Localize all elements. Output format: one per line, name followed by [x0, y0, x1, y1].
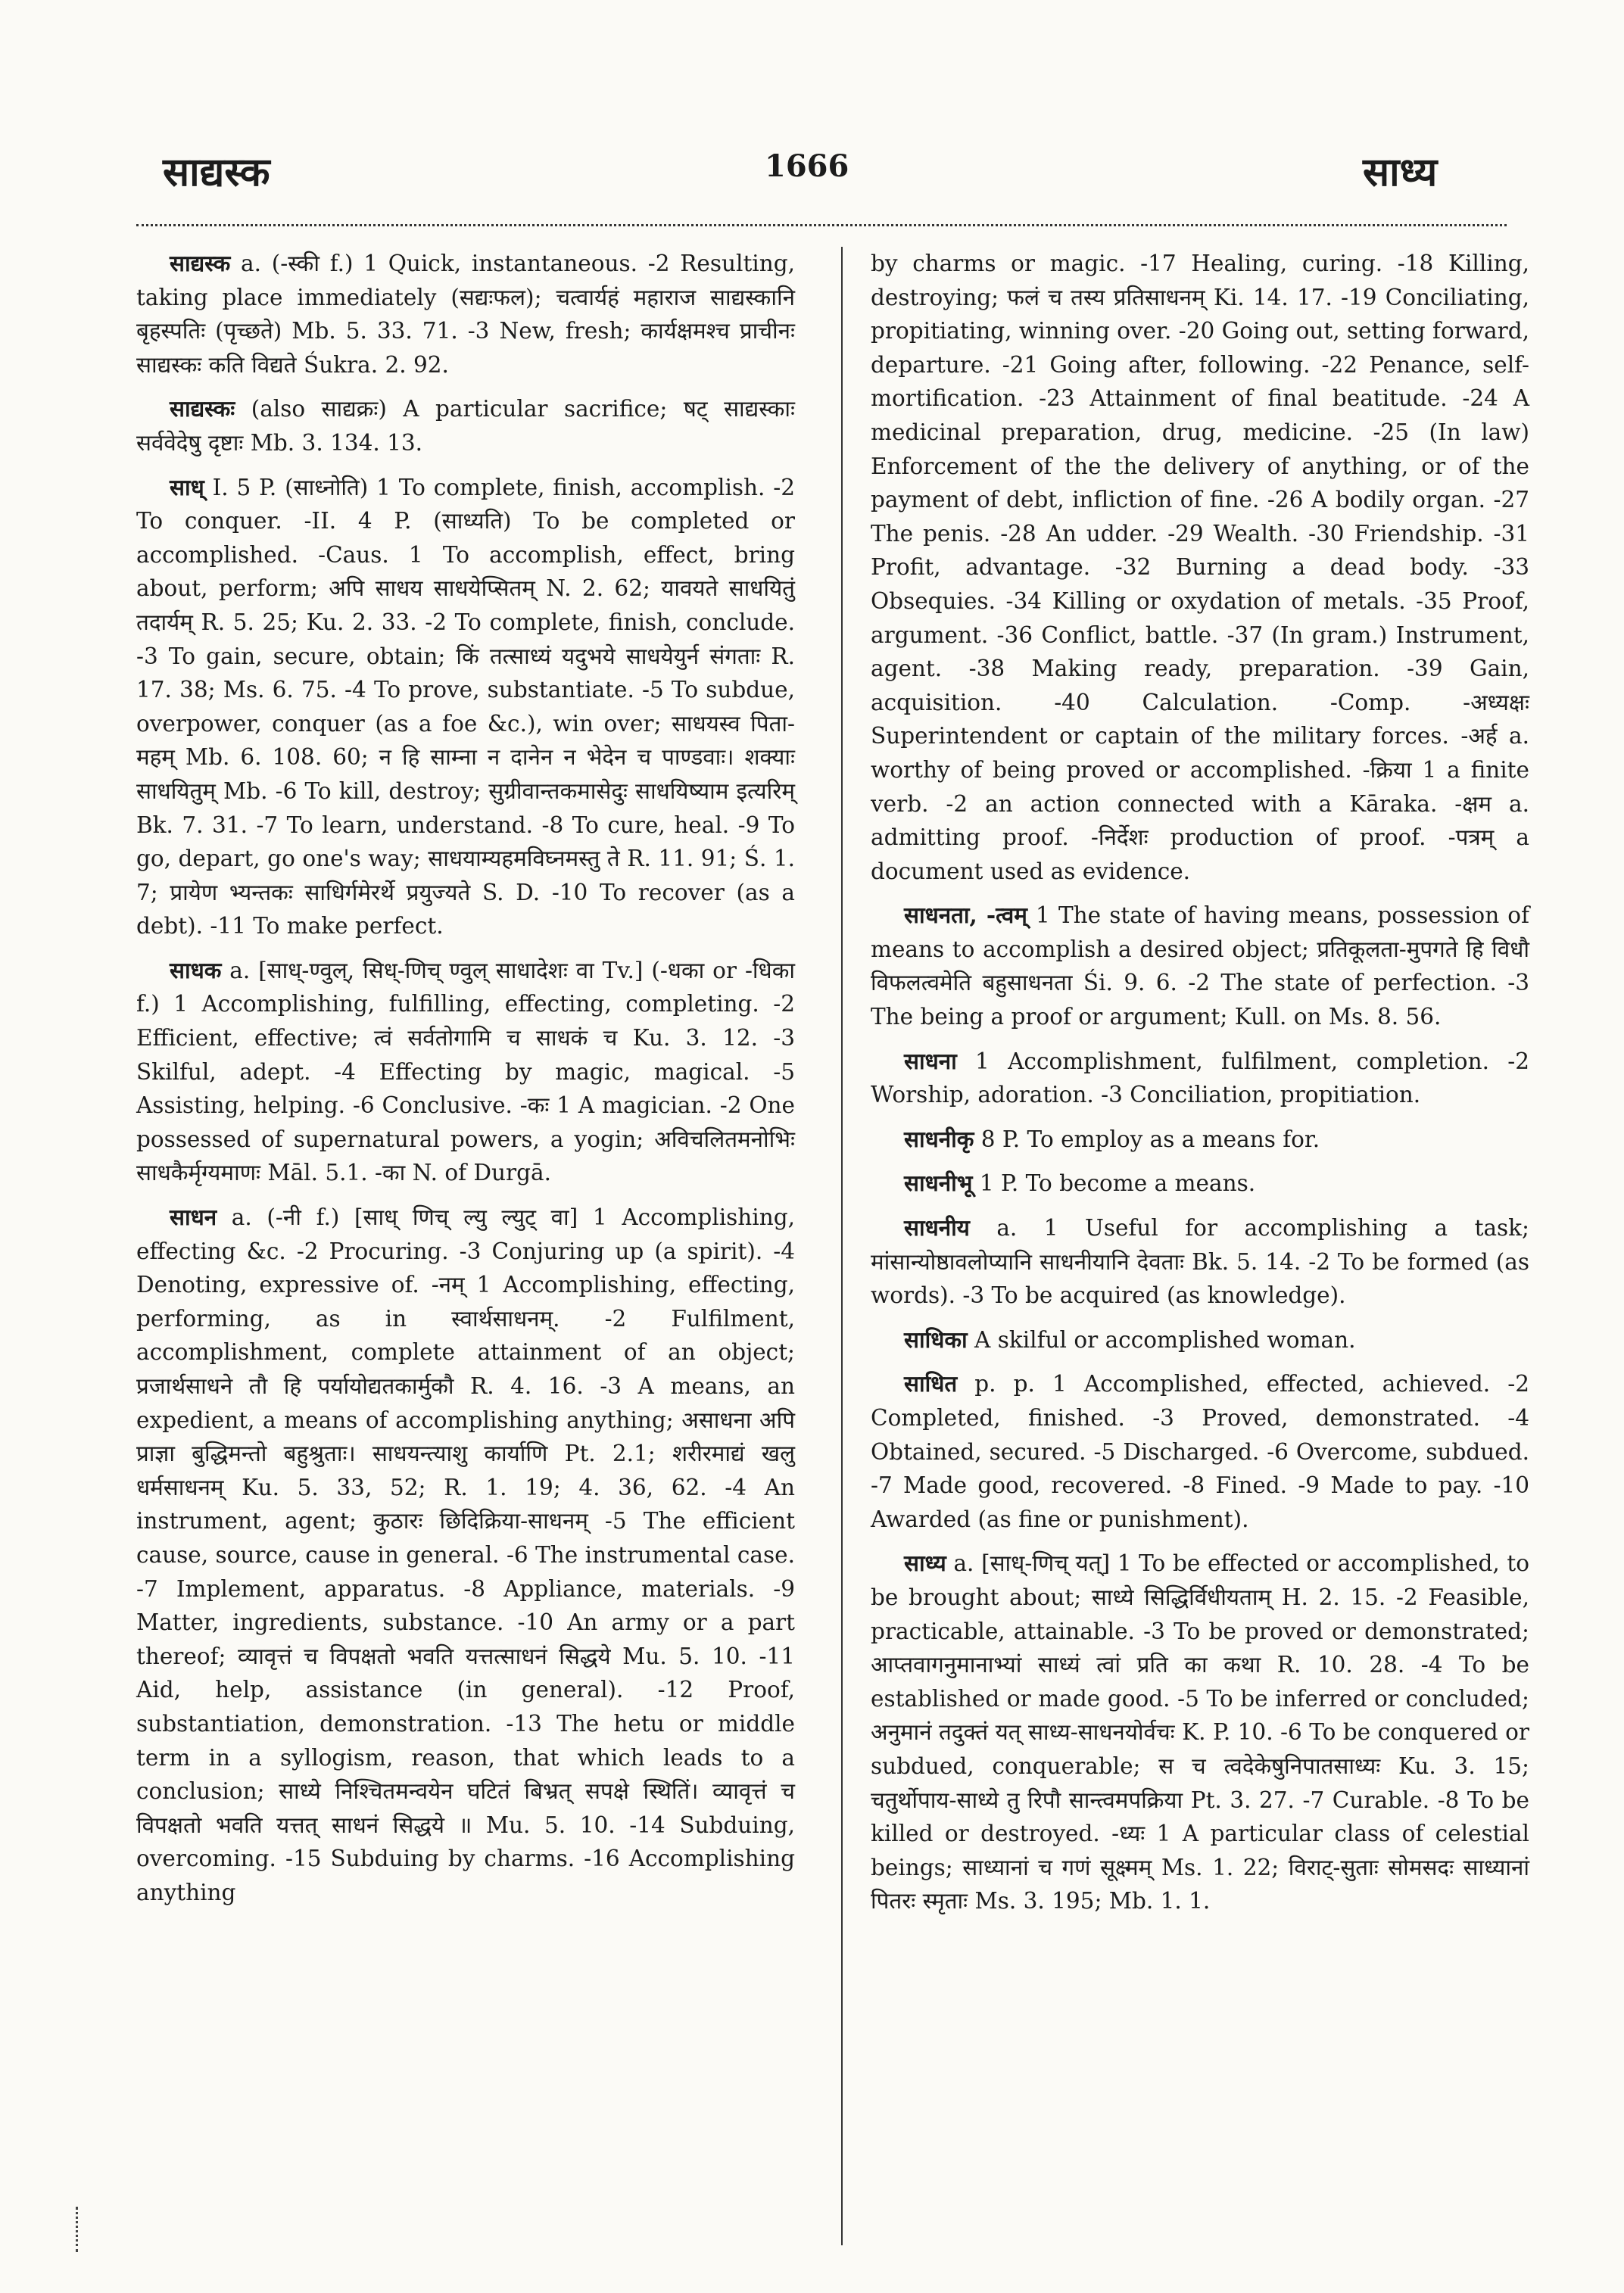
left-guide-word: साद्यस्क: [163, 149, 270, 195]
dictionary-entry: [871, 1045, 1529, 1112]
dictionary-entry: [871, 1211, 1529, 1313]
entry-body: p. p. 1 Accomplished, effected, achieved. -2 Completed, finished. -3 Proved, demonstrated. -4 Obtained, secured. -5 Discharged. -6 Overcome, subdued. -7 Made good, recovered. -8 Fined. -9 Made to pay. -10 Awarded (as fine or punishment).: [871, 1371, 1529, 1532]
headword: साधनीभू: [904, 1170, 973, 1197]
headword: साधनीकृ: [904, 1125, 974, 1152]
left-column: [136, 247, 795, 1921]
headword: साधनीय: [904, 1214, 970, 1242]
entry-body: a. (-स्की f.) 1 Quick, instantaneous. -2 Resulting, taking place immediately (सद्यःफल); चत्वार्यहं महाराज साद्यस्कानि बृहस्पतिः (पृच्छते) Mb. 5. 33. 71. -3 New, fresh; कार्यक्षमश्च प्राचीनः साद्यस्कः कति विद्यते Śukra. 2. 92.: [136, 251, 795, 378]
headword: साधन: [170, 1204, 217, 1231]
headword: साधिका: [904, 1326, 968, 1353]
dictionary-entry: [871, 1547, 1529, 1918]
entry-body: a. [साध्-णिच् यत्] 1 To be effected or accomplished, to be brought about; साध्ये सिद्धिर्विधीयताम् H. 2. 15. -2 Feasible, practicable, attainable. -3 To be proved or demonstrated; आप्तवागनुमानाभ्यां साध्यं त्वां प्रति का कथा R. 10. 28. -4 To be established or made good. -5 To be inferred or concluded; अनुमानं तदुक्तं यत् साध्य-साधनयोर्वचः K. P. 10. -6 To be conquered or subdued, conquerable; स च त्वदेकेषुनिपातसाध्यः Ku. 3. 15; चतुर्थोपाय-साध्ये तु रिपौ सान्त्वमपक्रिया Pt. 3. 27. -7 Curable. -8 To be killed or destroyed. -ध्यः 1 A particular class of celestial beings; साध्यानां च गणं सूक्ष्मम् Ms. 1. 22; विराट्-सुताः सोमसदः साध्यानां पितरः स्मृताः Ms. 3. 195; Mb. 1. 1.: [871, 1550, 1529, 1914]
headword: साधनता, -त्वम्: [904, 902, 1027, 929]
dictionary-entry: [136, 247, 795, 382]
headword: साधित: [904, 1370, 958, 1397]
entry-body: by charms or magic. -17 Healing, curing. -18 Killing, destroying; फलं च तस्य प्रतिसाधनम् Ki. 14. 17. -19 Conciliating, propitiating, winning over. -20 Going out, setting forward, departure. -21 Going after, following. -22 Penance, self-mortification. -23 Attainment of final beatitude. -24 A medicinal preparation, drug, medicine. -25 (In law) Enforcement of the the delivery of anything, or of the payment of debt, infliction of fine. -26 A bodily organ. -27 The penis. -28 An udder. -29 Wealth. -30 Friendship. -31 Profit, advantage. -32 Burning a dead body. -33 Obsequies. -34 Killing or oxydation of metals. -35 Proof, argument. -36 Conflict, battle. -37 (In gram.) Instrument, agent. -38 Making ready, preparation. -39 Gain, acquisition. -40 Calculation. -Comp. -अध्यक्षः Superintendent or captain of the military forces. -अर्ह a. worthy of being proved or accomplished. -क्रिया 1 a finite verb. -2 an action connected with a Kāraka. -क्षम a. admitting proof. -निर्देशः production of proof. -पत्रम् a document used as evidence.: [871, 251, 1530, 884]
headword: साध्य: [904, 1550, 946, 1577]
right-guide-word: साध्य: [1363, 149, 1438, 195]
headword: साद्यस्क: [170, 250, 231, 276]
entry-body: 8 P. To employ as a means for.: [974, 1126, 1320, 1152]
dictionary-entry: [871, 1123, 1529, 1157]
entry-body: a. [साध्-ण्वुल्, सिध्-णिच् ण्वुल् साधादेशः वा Tv.] (-धका or -धिका f.) 1 Accomplishing, fulfilling, effecting, completing. -2 Efficient, effective; त्वं सर्वतोगामि च साधकं च Ku. 3. 12. -3 Skilful, adept. -4 Effecting by magic, magical. -5 Assisting, helping. -6 Conclusive. -कः 1 A magician. -2 One possessed of supernatural powers, a yogin; अविचलितमनोभिः साधकैर्मृग्यमाणः Māl. 5.1. -का N. of Durgā.: [136, 957, 795, 1186]
entry-body: (also साद्यक्रः) A particular sacrifice; षट् साद्यस्काः सर्ववेदेषु दृष्टाः Mb. 3. 134. 13.: [136, 396, 795, 456]
headword: साधना: [904, 1047, 957, 1074]
entry-body: 1 P. To become a means.: [972, 1170, 1256, 1197]
dictionary-entry: [871, 899, 1529, 1033]
entry-body: I. 5 P. (साध्नोति) 1 To complete, finish, accomplish. -2 To conquer. -II. 4 P. (साध्यति) To be completed or accomplished. -Caus. 1 To accomplish, effect, bring about, perform; अपि साधय साधयेप्सितम् N. 2. 62; यावयते साधयितुं तदार्यम् R. 5. 25; Ku. 2. 33. -2 To complete, finish, conclude. -3 To gain, secure, obtain; किं तत्साध्यं यदुभये साधयेयुर्न संगताः R. 17. 38; Ms. 6. 75. -4 To prove, substantiate. -5 To subdue, overpower, conquer (as a foe &c.), win over; साधयस्व पिता-महम् Mb. 6. 108. 60; न हि साम्ना न दानेन न भेदेन च पाण्डवाः। शक्याः साधयितुम् Mb. -6 To kill, destroy; सुग्रीवान्तकमासेदुः साधयिष्याम इत्यरिम् Bk. 7. 31. -7 To learn, understand. -8 To cure, heal. -9 To go, depart, go one's way; साधयाम्यहमविघ्नमस्तु ते R. 11. 91; Ś. 1. 7; प्रायेण भ्यन्तकः साधिर्गमेरर्थे प्रयुज्यते S. D. -10 To recover (as a debt). -11 To make perfect.: [136, 474, 795, 939]
page-number: 1666: [765, 148, 849, 184]
entry-body: 1 The state of having means, possession of means to accomplish a desired object; प्रतिकूलता-मुपगते हि विधौ विफलत्वमेति बहुसाधनता Śi. 9. 6. -2 The state of perfection. -3 The being a proof or argument; Kull. on Ms. 8. 56.: [871, 902, 1529, 1030]
running-head: [0, 144, 1624, 227]
dictionary-entry: [136, 954, 795, 1190]
entry-body: A skilful or accomplished woman.: [967, 1326, 1356, 1353]
header-rule: [136, 224, 1507, 226]
headword: साद्यस्कः: [170, 395, 235, 422]
dictionary-entry: [871, 1323, 1529, 1357]
headword: साध्: [170, 473, 204, 500]
dictionary-entry: [136, 471, 795, 943]
entry-body: a. (-नी f.) [साध् णिच् ल्यु ल्युट् वा] 1 Accomplishing, effecting &c. -2 Procuring. -3 Conjuring up (a spirit). -4 Denoting, expressive of. -नम् 1 Accomplishing, effecting, performing, as in स्वार्थसाधनम्. -2 Fulfilment, accomplishment, complete attainment of an object; प्रजार्थसाधने तौ हि पर्यायोद्यतकार्मुकौ R. 4. 16. -3 A means, an expedient, a means of accomplishing anything; असाधना अपि प्राज्ञा बुद्धिमन्तो बहुश्रुताः। साधयन्त्याशु कार्याणि Pt. 2.1; शरीरमाद्यं खलु धर्मसाधनम् Ku. 5. 33, 52; R. 1. 19; 4. 36, 62. -4 An instrument, agent; कुठारः छिदिक्रिया-साधनम् -5 The efficient cause, source, cause in general. -6 The instrumental case. -7 Implement, apparatus. -8 Appliance, materials. -9 Matter, ingredients, substance. -10 An army or a part thereof; व्यावृत्तं च विपक्षतो भवति यत्तत्साधनं सिद्धये Mu. 5. 10. -11 Aid, help, assistance (in general). -12 Proof, substantiation, demonstration. -13 The hetu or middle term in a syllogism, reason, that which leads to a conclusion; साध्ये निश्चितमन्वयेन घटितं बिभ्रत् सपक्षे स्थितिं। व्यावृत्तं च विपक्षतो भवति यत्तत् साधनं सिद्धये ॥ Mu. 5. 10. -14 Subduing, overcoming. -15 Subduing by charms. -16 Accomplishing anything: [136, 1204, 795, 1905]
dictionary-entry: [136, 1201, 795, 1909]
entry-body: 1 Accomplishment, fulfilment, completion. -2 Worship, adoration. -3 Conciliation, propitiation.: [871, 1048, 1529, 1108]
dictionary-entry: [871, 1167, 1529, 1201]
headword: साधक: [170, 956, 222, 983]
dictionary-entry: [871, 1367, 1529, 1536]
entry-body: a. 1 Useful for accomplishing a task; मांसान्योष्ठावलोप्यानि साधनीयानि देवताः Bk. 5. 14. -2 To be formed (as words). -3 To be acquired (as knowledge).: [871, 1215, 1529, 1309]
column-divider: [841, 247, 843, 2245]
binding-margin-mark: [76, 2207, 84, 2252]
dictionary-entry: [136, 392, 795, 460]
dictionary-entry: [871, 247, 1529, 888]
right-column: [871, 247, 1529, 1929]
